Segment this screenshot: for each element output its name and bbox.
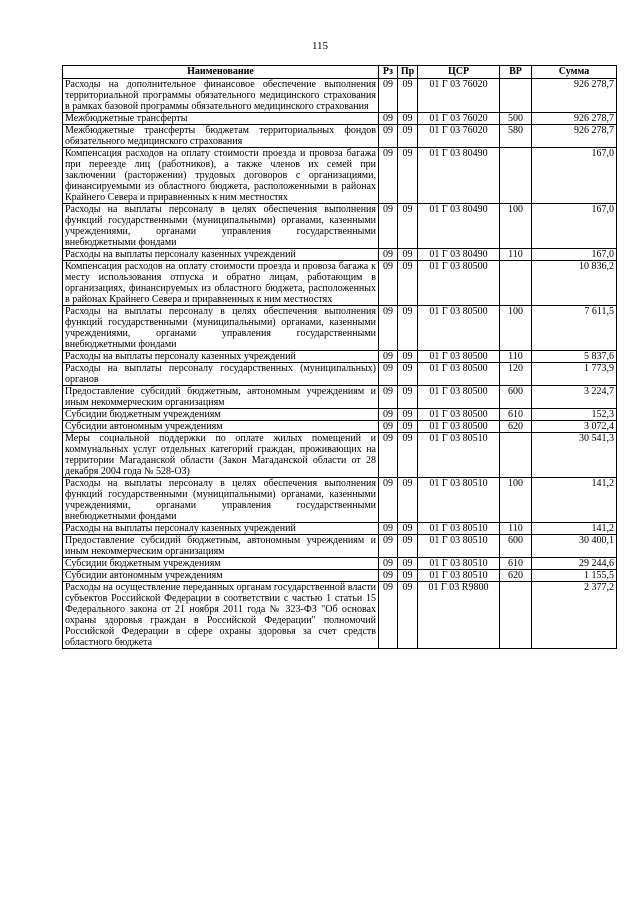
header-pr: Пр — [398, 66, 418, 79]
cell-pr: 09 — [398, 478, 418, 523]
table-row — [63, 113, 617, 125]
cell-vr: 580 — [500, 125, 532, 148]
cell-rz: 09 — [379, 351, 398, 363]
cell-rz: 09 — [379, 535, 398, 558]
cell-rz: 09 — [379, 113, 398, 125]
table-row — [63, 249, 617, 261]
cell-sum: 926 278,7 — [532, 79, 617, 113]
cell-rz: 09 — [379, 249, 398, 261]
cell-name: Расходы на выплаты персоналу государственных (муниципальных) органов — [63, 363, 379, 386]
table-row — [63, 523, 617, 535]
cell-vr: 620 — [500, 421, 532, 433]
cell-sum: 141,2 — [532, 478, 617, 523]
cell-csr: 01 Г 03 80500 — [418, 386, 500, 409]
cell-name: Компенсация расходов на оплату стоимости проезда и провоза багажа при переезде лиц (работников), а также членов их семей при заключении (расторжении) трудовых договоров с организациями, финансируемыми из областного бюджета, расположенными в районах Крайнего Севера и приравненных к ним местностях — [63, 148, 379, 204]
cell-rz: 09 — [379, 261, 398, 306]
cell-rz: 09 — [379, 558, 398, 570]
cell-pr: 09 — [398, 570, 418, 582]
cell-vr — [500, 433, 532, 478]
cell-sum: 167,0 — [532, 249, 617, 261]
cell-vr: 110 — [500, 249, 532, 261]
header-csr: ЦСР — [418, 66, 500, 79]
table-header-row — [63, 66, 617, 79]
header-vr: ВР — [500, 66, 532, 79]
cell-name: Расходы на дополнительное финансовое обеспечение выполнения территориальной программы обязательного медицинского страхования в рамках базовой программы обязательного медицинского страхования — [63, 79, 379, 113]
header-sum: Сумма — [532, 66, 617, 79]
table-row — [63, 558, 617, 570]
cell-csr: 01 Г 03 76020 — [418, 125, 500, 148]
table-row — [63, 148, 617, 204]
cell-vr: 600 — [500, 535, 532, 558]
cell-rz: 09 — [379, 421, 398, 433]
cell-vr: 600 — [500, 386, 532, 409]
cell-pr: 09 — [398, 363, 418, 386]
cell-rz: 09 — [379, 79, 398, 113]
cell-name: Субсидии автономным учреждениям — [63, 570, 379, 582]
cell-pr: 09 — [398, 351, 418, 363]
cell-sum: 926 278,7 — [532, 113, 617, 125]
cell-name: Субсидии автономным учреждениям — [63, 421, 379, 433]
cell-name: Расходы на выплаты персоналу казенных учреждений — [63, 249, 379, 261]
cell-csr: 01 Г 03 80510 — [418, 558, 500, 570]
page-number: 115 — [311, 40, 329, 52]
table-row — [63, 79, 617, 113]
cell-pr: 09 — [398, 409, 418, 421]
cell-sum: 30 400,1 — [532, 535, 617, 558]
cell-sum: 141,2 — [532, 523, 617, 535]
cell-vr — [500, 261, 532, 306]
cell-pr: 09 — [398, 582, 418, 649]
header-rz: Рз — [379, 66, 398, 79]
cell-sum: 3 072,4 — [532, 421, 617, 433]
cell-name: Расходы на выплаты персоналу казенных учреждений — [63, 523, 379, 535]
cell-csr: 01 Г 03 80510 — [418, 478, 500, 523]
cell-csr: 01 Г 03 80510 — [418, 535, 500, 558]
table-row — [63, 351, 617, 363]
table-row — [63, 409, 617, 421]
cell-csr: 01 Г 03 80500 — [418, 306, 500, 351]
cell-name: Расходы на выплаты персоналу в целях обеспечения выполнения функций государственными (муниципальными) органами, казенными учреждениями, органами управления государственными внебюджетными фондами — [63, 306, 379, 351]
cell-vr: 620 — [500, 570, 532, 582]
cell-pr: 09 — [398, 125, 418, 148]
cell-rz: 09 — [379, 433, 398, 478]
cell-sum: 10 836,2 — [532, 261, 617, 306]
cell-pr: 09 — [398, 204, 418, 249]
table-row — [63, 204, 617, 249]
cell-rz: 09 — [379, 570, 398, 582]
cell-pr: 09 — [398, 386, 418, 409]
cell-vr — [500, 79, 532, 113]
cell-name: Расходы на выплаты персоналу в целях обеспечения выполнения функций государственными (муниципальными) органами, казенными учреждениями, органами управления государственными внебюджетными фондами — [63, 478, 379, 523]
cell-csr: 01 Г 03 80490 — [418, 249, 500, 261]
table-row — [63, 125, 617, 148]
cell-name: Расходы на выплаты персоналу казенных учреждений — [63, 351, 379, 363]
table-row — [63, 478, 617, 523]
cell-pr: 09 — [398, 261, 418, 306]
cell-pr: 09 — [398, 535, 418, 558]
table-row — [63, 261, 617, 306]
cell-pr: 09 — [398, 421, 418, 433]
cell-vr: 610 — [500, 409, 532, 421]
table-row — [63, 433, 617, 478]
cell-name: Межбюджетные трансферты бюджетам территориальных фондов обязательного медицинского страхования — [63, 125, 379, 148]
cell-rz: 09 — [379, 478, 398, 523]
header-name: Наименование — [63, 66, 379, 79]
cell-pr: 09 — [398, 249, 418, 261]
cell-rz: 09 — [379, 125, 398, 148]
cell-vr: 500 — [500, 113, 532, 125]
cell-csr: 01 Г 03 80510 — [418, 433, 500, 478]
cell-name: Субсидии бюджетным учреждениям — [63, 558, 379, 570]
cell-rz: 09 — [379, 523, 398, 535]
cell-pr: 09 — [398, 558, 418, 570]
cell-pr: 09 — [398, 148, 418, 204]
table-row — [63, 535, 617, 558]
cell-sum: 7 611,5 — [532, 306, 617, 351]
budget-table — [62, 65, 617, 649]
cell-csr: 01 Г 03 80500 — [418, 409, 500, 421]
cell-csr: 01 Г 03 80500 — [418, 261, 500, 306]
cell-sum: 152,3 — [532, 409, 617, 421]
cell-csr: 01 Г 03 80490 — [418, 148, 500, 204]
cell-csr: 01 Г 03 80500 — [418, 363, 500, 386]
cell-rz: 09 — [379, 306, 398, 351]
cell-sum: 29 244,6 — [532, 558, 617, 570]
cell-vr: 110 — [500, 523, 532, 535]
cell-sum: 5 837,6 — [532, 351, 617, 363]
cell-sum: 1 773,9 — [532, 363, 617, 386]
cell-rz: 09 — [379, 148, 398, 204]
cell-sum: 3 224,7 — [532, 386, 617, 409]
cell-rz: 09 — [379, 204, 398, 249]
cell-csr: 01 Г 03 80510 — [418, 523, 500, 535]
cell-name: Меры социальной поддержки по оплате жилых помещений и коммунальных услуг отдельных категорий граждан, проживающих на территории Магаданской области (Закон Магаданской области от 28 декабря 2004 года № 528-ОЗ) — [63, 433, 379, 478]
cell-name: Межбюджетные трансферты — [63, 113, 379, 125]
cell-vr: 100 — [500, 204, 532, 249]
cell-sum: 30 541,3 — [532, 433, 617, 478]
cell-name: Предоставление субсидий бюджетным, автономным учреждениям и иным некоммерческим организациям — [63, 386, 379, 409]
cell-vr — [500, 582, 532, 649]
table-row — [63, 570, 617, 582]
cell-csr: 01 Г 03 76020 — [418, 79, 500, 113]
cell-sum: 926 278,7 — [532, 125, 617, 148]
table-row — [63, 363, 617, 386]
table-row — [63, 582, 617, 649]
cell-pr: 09 — [398, 306, 418, 351]
cell-name: Предоставление субсидий бюджетным, автономным учреждениям и иным некоммерческим организациям — [63, 535, 379, 558]
cell-pr: 09 — [398, 79, 418, 113]
cell-name: Субсидии бюджетным учреждениям — [63, 409, 379, 421]
cell-pr: 09 — [398, 113, 418, 125]
cell-vr: 100 — [500, 306, 532, 351]
cell-vr — [500, 148, 532, 204]
cell-rz: 09 — [379, 386, 398, 409]
cell-rz: 09 — [379, 363, 398, 386]
cell-rz: 09 — [379, 582, 398, 649]
cell-csr: 01 Г 03 80490 — [418, 204, 500, 249]
cell-vr: 120 — [500, 363, 532, 386]
cell-vr: 610 — [500, 558, 532, 570]
cell-csr: 01 Г 03 76020 — [418, 113, 500, 125]
cell-csr: 01 Г 03 R9800 — [418, 582, 500, 649]
cell-csr: 01 Г 03 80500 — [418, 421, 500, 433]
table-row — [63, 306, 617, 351]
cell-rz: 09 — [379, 409, 398, 421]
cell-vr: 110 — [500, 351, 532, 363]
cell-sum: 167,0 — [532, 204, 617, 249]
cell-name: Расходы на выплаты персоналу в целях обеспечения выполнения функций государственными (муниципальными) органами, казенными учреждениями, органами управления государственными внебюджетными фондами — [63, 204, 379, 249]
cell-name: Компенсация расходов на оплату стоимости проезда и провоза багажа к месту использования отпуска и обратно лицам, работающим в организациях, финансируемых из областного бюджета, расположенных в районах Крайнего Севера и приравненных к ним местностях — [63, 261, 379, 306]
cell-pr: 09 — [398, 523, 418, 535]
cell-name: Расходы на осуществление переданных органам государственной власти субъектов Российской Федерации в соответствии с частью 1 статьи 15 Федерального закона от 21 ноября 2011 года № 323-ФЗ "Об основах охраны здоровья граждан в Российской Федерации" полномочий Российской Федерации в сфере охраны здоровья за счет средств областного бюджета — [63, 582, 379, 649]
table-row — [63, 421, 617, 433]
cell-sum: 2 377,2 — [532, 582, 617, 649]
cell-csr: 01 Г 03 80500 — [418, 351, 500, 363]
cell-sum: 167,0 — [532, 148, 617, 204]
cell-vr: 100 — [500, 478, 532, 523]
table-row — [63, 386, 617, 409]
cell-csr: 01 Г 03 80510 — [418, 570, 500, 582]
cell-sum: 1 155,5 — [532, 570, 617, 582]
cell-pr: 09 — [398, 433, 418, 478]
